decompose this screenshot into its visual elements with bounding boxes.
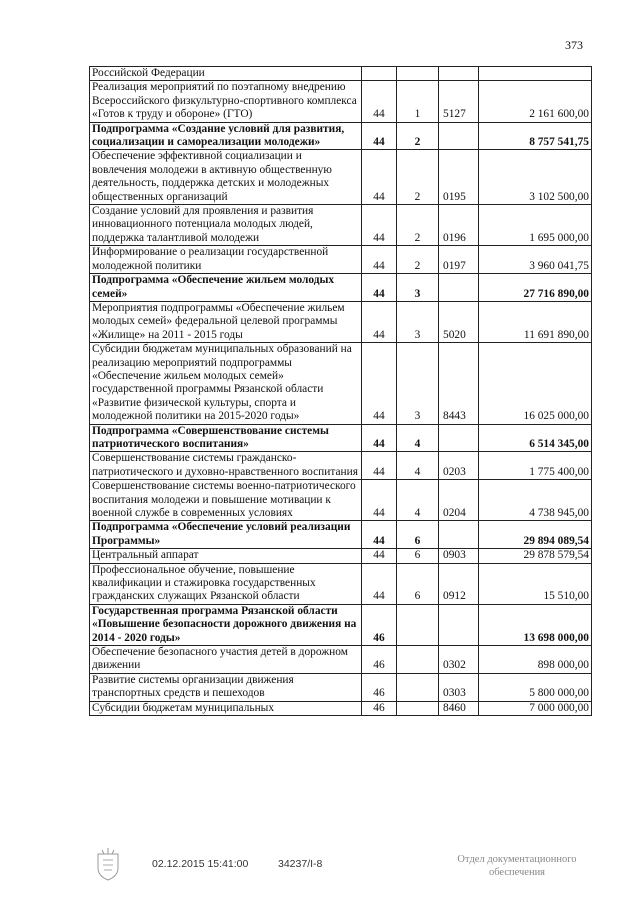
table-row: [90, 274, 592, 302]
row-name-cell: Создание условий для проявления и развития инновационного потенциала молодых людей, поддержка талантливой молодежи: [90, 205, 362, 246]
row-code-1-cell: 44: [362, 301, 397, 342]
row-code-3-cell: 0195: [439, 150, 479, 205]
row-amount-cell: 7 000 000,00: [479, 701, 592, 715]
row-amount-cell: 11 691 890,00: [479, 301, 592, 342]
row-code-2-cell: [397, 673, 439, 701]
row-code-1-cell: 46: [362, 673, 397, 701]
row-code-3-cell: 0302: [439, 646, 479, 674]
row-code-1-cell: 44: [362, 424, 397, 452]
coat-of-arms-icon: [94, 846, 122, 882]
row-code-2-cell: 2: [397, 246, 439, 274]
row-code-2-cell: 4: [397, 452, 439, 480]
row-amount-cell: 8 757 541,75: [479, 122, 592, 150]
row-name-cell: Совершенствование системы гражданско-патриотического и духовно-нравственного воспитания: [90, 452, 362, 480]
row-code-2-cell: [397, 604, 439, 645]
budget-table: [89, 66, 592, 716]
row-code-1-cell: 46: [362, 701, 397, 715]
table-row: [90, 246, 592, 274]
row-amount-cell: 15 510,00: [479, 563, 592, 604]
row-amount-cell: 13 698 000,00: [479, 604, 592, 645]
row-code-2-cell: 3: [397, 301, 439, 342]
row-code-1-cell: 46: [362, 604, 397, 645]
row-code-3-cell: [439, 67, 479, 81]
table-row: [90, 521, 592, 549]
row-code-3-cell: 5020: [439, 301, 479, 342]
row-code-1-cell: 44: [362, 246, 397, 274]
row-code-3-cell: [439, 604, 479, 645]
row-code-2-cell: 2: [397, 205, 439, 246]
row-code-3-cell: [439, 274, 479, 302]
row-code-1-cell: 46: [362, 646, 397, 674]
row-code-1-cell: 44: [362, 205, 397, 246]
row-code-2-cell: 2: [397, 150, 439, 205]
row-code-1-cell: [362, 67, 397, 81]
table-row: [90, 205, 592, 246]
row-name-cell: Российской Федерации: [90, 67, 362, 81]
row-code-3-cell: [439, 122, 479, 150]
footer-date: 02.12.2015 15:41:00: [152, 858, 249, 870]
row-code-2-cell: 4: [397, 424, 439, 452]
department-stamp: [428, 853, 606, 879]
row-code-2-cell: 1: [397, 81, 439, 122]
row-amount-cell: 29 894 089,54: [479, 521, 592, 549]
table-row: [90, 549, 592, 563]
page-number: 373: [565, 38, 583, 52]
table-row: [90, 604, 592, 645]
table-row: [90, 424, 592, 452]
row-name-cell: Профессиональное обучение, повышение квалификации и стажировка государственных гражданских служащих Рязанской области: [90, 563, 362, 604]
row-amount-cell: 3 102 500,00: [479, 150, 592, 205]
table-row: [90, 452, 592, 480]
table-row: [90, 343, 592, 424]
footer-document-code: 34237/I-8: [278, 858, 323, 870]
row-code-2-cell: [397, 646, 439, 674]
row-code-1-cell: 44: [362, 563, 397, 604]
row-amount-cell: 16 025 000,00: [479, 343, 592, 424]
row-amount-cell: 5 800 000,00: [479, 673, 592, 701]
row-code-1-cell: 44: [362, 81, 397, 122]
row-code-2-cell: 3: [397, 274, 439, 302]
row-name-cell: Подпрограмма «Создание условий для развития, социализации и самореализации молодежи»: [90, 122, 362, 150]
table-row: [90, 122, 592, 150]
row-code-3-cell: 0903: [439, 549, 479, 563]
table-row: [90, 563, 592, 604]
row-code-2-cell: 2: [397, 122, 439, 150]
row-amount-cell: 6 514 345,00: [479, 424, 592, 452]
row-name-cell: Государственная программа Рязанской области «Повышение безопасности дорожного движения на 2014 - 2020 годы»: [90, 604, 362, 645]
row-name-cell: Обеспечение безопасного участия детей в дорожном движении: [90, 646, 362, 674]
table-row: [90, 67, 592, 81]
row-code-3-cell: 8460: [439, 701, 479, 715]
row-code-1-cell: 44: [362, 549, 397, 563]
row-code-2-cell: 3: [397, 343, 439, 424]
row-code-3-cell: 5127: [439, 81, 479, 122]
row-code-2-cell: [397, 67, 439, 81]
row-name-cell: Подпрограмма «Совершенствование системы патриотического воспитания»: [90, 424, 362, 452]
row-name-cell: Подпрограмма «Обеспечение условий реализации Программы»: [90, 521, 362, 549]
table-row: [90, 150, 592, 205]
row-amount-cell: 3 960 041,75: [479, 246, 592, 274]
row-amount-cell: 4 738 945,00: [479, 480, 592, 521]
row-code-3-cell: 0197: [439, 246, 479, 274]
stamp-line-1: Отдел документационного: [457, 854, 577, 865]
row-code-1-cell: 44: [362, 521, 397, 549]
row-code-2-cell: 6: [397, 549, 439, 563]
row-code-1-cell: 44: [362, 150, 397, 205]
stamp-line-2: обеспечения: [488, 867, 546, 878]
row-code-2-cell: 6: [397, 563, 439, 604]
table-row: [90, 301, 592, 342]
row-code-3-cell: 0303: [439, 673, 479, 701]
row-name-cell: Совершенствование системы военно-патриотического воспитания молодежи и повышение мотивации к военной службе в современных условиях: [90, 480, 362, 521]
row-name-cell: Субсидии бюджетам муниципальных: [90, 701, 362, 715]
row-code-3-cell: 0204: [439, 480, 479, 521]
row-code-3-cell: 0203: [439, 452, 479, 480]
row-code-1-cell: 44: [362, 122, 397, 150]
table-row: [90, 646, 592, 674]
row-code-2-cell: 6: [397, 521, 439, 549]
row-code-3-cell: 0912: [439, 563, 479, 604]
budget-table-body: [90, 67, 592, 716]
row-amount-cell: [479, 67, 592, 81]
row-amount-cell: 898 000,00: [479, 646, 592, 674]
row-code-1-cell: 44: [362, 452, 397, 480]
row-code-1-cell: 44: [362, 480, 397, 521]
row-code-2-cell: [397, 701, 439, 715]
row-amount-cell: 29 878 579,54: [479, 549, 592, 563]
table-row: [90, 81, 592, 122]
row-code-3-cell: 0196: [439, 205, 479, 246]
row-amount-cell: 1 695 000,00: [479, 205, 592, 246]
row-name-cell: Реализация мероприятий по поэтапному внедрению Всероссийского физкультурно-спортивного комплекса «Готов к труду и обороне» (ГТО): [90, 81, 362, 122]
table-row: [90, 480, 592, 521]
row-name-cell: Мероприятия подпрограммы «Обеспечение жильем молодых семей» федеральной целевой программы «Жилище» на 2011 - 2015 годы: [90, 301, 362, 342]
row-code-3-cell: [439, 424, 479, 452]
row-name-cell: Центральный аппарат: [90, 549, 362, 563]
table-row: [90, 673, 592, 701]
row-amount-cell: 2 161 600,00: [479, 81, 592, 122]
row-code-2-cell: 4: [397, 480, 439, 521]
row-name-cell: Подпрограмма «Обеспечение жильем молодых семей»: [90, 274, 362, 302]
table-row: [90, 701, 592, 715]
row-code-3-cell: 8443: [439, 343, 479, 424]
row-name-cell: Обеспечение эффективной социализации и вовлечения молодежи в активную общественную деятельность, поддержка детских и молодежных общественных организаций: [90, 150, 362, 205]
row-code-3-cell: [439, 521, 479, 549]
row-name-cell: Развитие системы организации движения транспортных средств и пешеходов: [90, 673, 362, 701]
row-name-cell: Субсидии бюджетам муниципальных образований на реализацию мероприятий подпрограммы «Обеспечение жильем молодых семей» государственной программы Рязанской области «Развитие физической культуры, спорта и молодежной политики на 2015-2020 годы»: [90, 343, 362, 424]
row-name-cell: Информирование о реализации государственной молодежной политики: [90, 246, 362, 274]
row-code-1-cell: 44: [362, 274, 397, 302]
row-amount-cell: 1 775 400,00: [479, 452, 592, 480]
row-code-1-cell: 44: [362, 343, 397, 424]
row-amount-cell: 27 716 890,00: [479, 274, 592, 302]
